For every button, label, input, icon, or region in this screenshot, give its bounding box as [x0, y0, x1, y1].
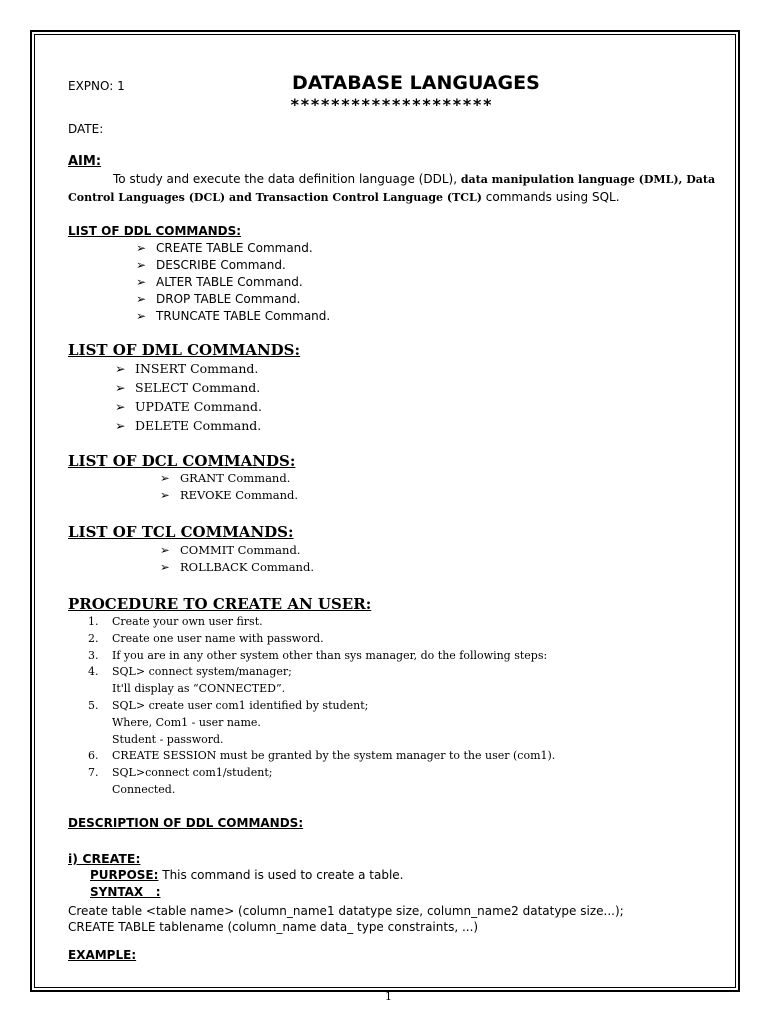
procedure-step: 5. SQL> create user com1 identified by student; Where, Com1 - user name. Student - password.	[68, 698, 555, 748]
list-item: ➢ SELECT Command.	[115, 380, 261, 395]
arrowhead-bullet-icon: ➢	[136, 275, 147, 289]
page-number: 1	[385, 990, 392, 1003]
create-heading: i) CREATE:	[68, 851, 141, 866]
dml-command-list	[115, 359, 262, 435]
arrowhead-bullet-icon: ➢	[115, 361, 126, 376]
list-item: ➢ CREATE TABLE Command.	[136, 241, 313, 255]
aim-line1-bold: data manipulation language (DML), Data	[460, 173, 716, 186]
ddl-command-list	[136, 240, 330, 325]
arrowhead-bullet-icon: ➢	[115, 380, 126, 395]
aim-heading: AIM:	[68, 154, 102, 169]
aim-line-1	[113, 172, 715, 186]
aim-line-2	[68, 190, 620, 204]
syntax-line-2: CREATE TABLE tablename (column_name data_ type constraints, ...)	[68, 920, 479, 934]
list-item: ➢ DESCRIBE Command.	[136, 258, 286, 272]
syntax-label: SYNTAX :	[90, 885, 161, 899]
dml-heading: LIST OF DML COMMANDS:	[68, 341, 301, 359]
procedure-substep: It'll display as “CONNECTED”.	[112, 682, 286, 696]
procedure-step: 7. SQL>connect com1/student; Connected.	[68, 765, 555, 799]
arrowhead-bullet-icon: ➢	[136, 309, 147, 323]
purpose-line	[90, 868, 404, 882]
procedure-step: 6. CREATE SESSION must be granted by the system manager to the user (com1).	[88, 749, 556, 763]
list-item: ➢ DROP TABLE Command.	[136, 292, 301, 306]
list-item: ➢ COMMIT Command.	[160, 543, 301, 557]
document-title: DATABASE LANGUAGES	[292, 72, 540, 94]
procedure-step: 4. SQL> connect system/manager; It'll display as “CONNECTED”.	[68, 664, 555, 698]
dcl-heading: LIST OF DCL COMMANDS:	[68, 452, 296, 470]
experiment-number: EXPNO: 1	[68, 79, 125, 93]
example-heading: EXAMPLE:	[68, 948, 137, 962]
arrowhead-bullet-icon: ➢	[136, 292, 147, 306]
list-item: ➢ GRANT Command.	[160, 471, 291, 485]
tcl-heading: LIST OF TCL COMMANDS:	[68, 523, 294, 541]
list-item: ➢ ALTER TABLE Command.	[136, 275, 303, 289]
title-stars: ********************	[290, 95, 493, 114]
procedure-steps	[68, 614, 555, 799]
procedure-substep: Student - password.	[112, 732, 224, 746]
arrowhead-bullet-icon: ➢	[115, 399, 126, 414]
arrowhead-bullet-icon: ➢	[160, 543, 170, 557]
list-item: ➢ REVOKE Command.	[160, 488, 299, 502]
procedure-heading: PROCEDURE TO CREATE AN USER:	[68, 595, 372, 613]
arrowhead-bullet-icon: ➢	[160, 560, 170, 574]
dcl-command-list	[160, 470, 298, 504]
tcl-command-list	[160, 542, 314, 576]
list-item: ➢ TRUNCATE TABLE Command.	[136, 309, 331, 323]
list-item: ➢ DELETE Command.	[115, 418, 262, 433]
description-heading: DESCRIPTION OF DDL COMMANDS:	[68, 816, 304, 830]
procedure-substep: Where, Com1 - user name.	[112, 715, 261, 729]
list-item: ➢ ROLLBACK Command.	[160, 560, 314, 574]
list-item: ➢ INSERT Command.	[115, 361, 259, 376]
procedure-substep: Connected.	[112, 782, 176, 796]
procedure-step: 1. Create your own user first.	[88, 615, 263, 628]
arrowhead-bullet-icon: ➢	[115, 418, 126, 433]
arrowhead-bullet-icon: ➢	[160, 471, 170, 485]
arrowhead-bullet-icon: ➢	[136, 241, 147, 255]
aim-line2-plain: commands using SQL.	[481, 190, 620, 204]
ddl-heading: LIST OF DDL COMMANDS:	[68, 224, 242, 238]
purpose-label: PURPOSE:	[90, 868, 159, 882]
arrowhead-bullet-icon: ➢	[160, 488, 170, 502]
aim-line2-bold: Control Languages (DCL) and Transaction Control Language (TCL)	[68, 191, 482, 204]
list-item: ➢ UPDATE Command.	[115, 399, 263, 414]
procedure-step: 3. If you are in any other system other than sys manager, do the following steps:	[88, 648, 548, 662]
aim-line1-plain: To study and execute the data definition language (DDL),	[113, 172, 461, 186]
procedure-step: 2. Create one user name with password.	[88, 631, 324, 645]
purpose-text: This command is used to create a table.	[158, 868, 404, 882]
syntax-line-1: Create table <table name> (column_name1 datatype size, column_name2 datatype size...);	[68, 904, 624, 918]
arrowhead-bullet-icon: ➢	[136, 258, 147, 272]
date-label: DATE:	[68, 122, 104, 136]
